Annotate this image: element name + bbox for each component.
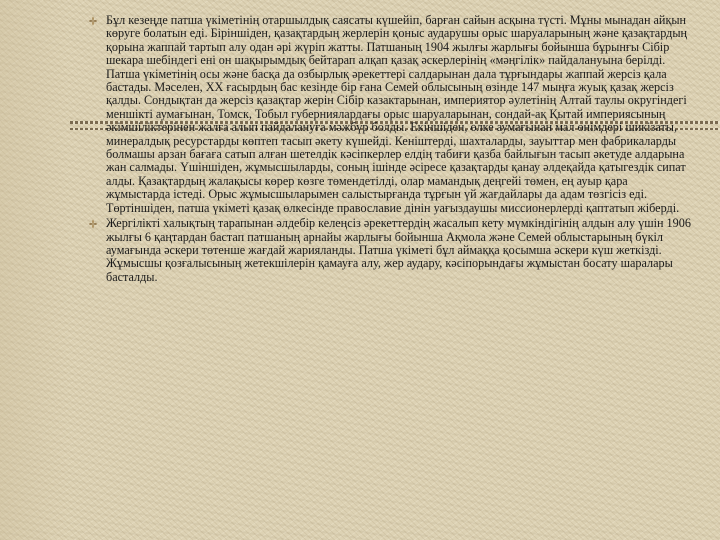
slide-body	[88, 14, 693, 286]
fleur-de-lis-bullet-icon	[88, 219, 98, 229]
fleur-de-lis-bullet-icon	[88, 16, 98, 26]
paragraph-1	[88, 14, 693, 215]
paragraph-2	[88, 217, 693, 284]
paragraph-2-text: Жергілікті халықтың тарапынан әлдебір келеңсіз әрекеттердің жасалып кету мүмкіндігінің алдын алу үшін 1906 жылғы 6 қаңтардан бастап патшаның арнайы жарлығы бойынша Ақмола және Семей облыстарының бүкіл аумағында әскери төтенше жағдай жарияланды. Патша үкіметі бұл аймаққа қосымша әскери күш жеткізді. Жұмысшы қозғалысының жетекшілерін қамауға алу, жер аудару, кәсіпорындағы жұмыстан босату шаралары басталды.	[106, 216, 691, 284]
paragraph-1-text: Бұл кезеңде патша үкіметінің отаршылдық саясаты күшейіп, барған сайын асқына түсті. Мұны мынадан айқын көруге болатын еді. Біріншіден, қазақтардың жерлерін қоныс аударушы орыс шаруаларының және қазақтардың қорына жаппай тартып алу одан әрі жүріп жатты. Патшаның 1904 жылғы жарлығы бойынша бұрынғы Сібір шекара шебіндегі ені он шақырымдық бейтарап алқап қазақ әскерлерінің «мәңгілік» пайдалануына берілді. Патша үкіметінің осы және басқа да озбырлық әрекеттері салдарынан дала тұрғындары жаппай жерсіз қала бастады. Мәселен, XX ғасырдың бас кезінде бір ғана Семей облысының өзінде 147 мыңға жуық қазақ жерсіз қалды. Сондықтан да жерсіз қазақтар жерін Сібір казактарынан, империятор әулетінің Алтай таулы округіндегі меншікті аумағынан, Томск, Тобыл губерниялардағы орыс шаруаларынан, сондай-ақ Қытай империясының әкімшіліктерінен жалға алып пайдалануға мәжбүр болды. Екіншіден, өлке аумағынан мал өнімдері шикізаты, минералдық ресурстарды көптеп тасып әкету күшейді. Кеніштерді, шахталарды, зауыттар мен фабрикаларды болмашы арзан бағаға сатып алған шетелдік кәсіпкерлер елдің табиғи қазба байлығын тасып әкетуде алдарына жан салмады. Үшіншіден, жұмысшыларды, соның ішінде әсіресе қазақтарды қанау әлдеқайда қатыгездік сипат алды. Қазақтардың жалақысы көрер көзге төмендетілді, олар мамандық деңгейі төмен, ең ауыр қара жұмыстарда істеді. Орыс жұмысшыларымен салыстырғанда тұрғын үй жағдайлары да адам төзгісіз еді. Төртіншіден, патша үкіметі қазақ өлкесінде православие дінін уағыздаушы миссионерлерді қаптатып жіберді.	[106, 13, 688, 215]
slide-left-margin	[0, 0, 70, 540]
